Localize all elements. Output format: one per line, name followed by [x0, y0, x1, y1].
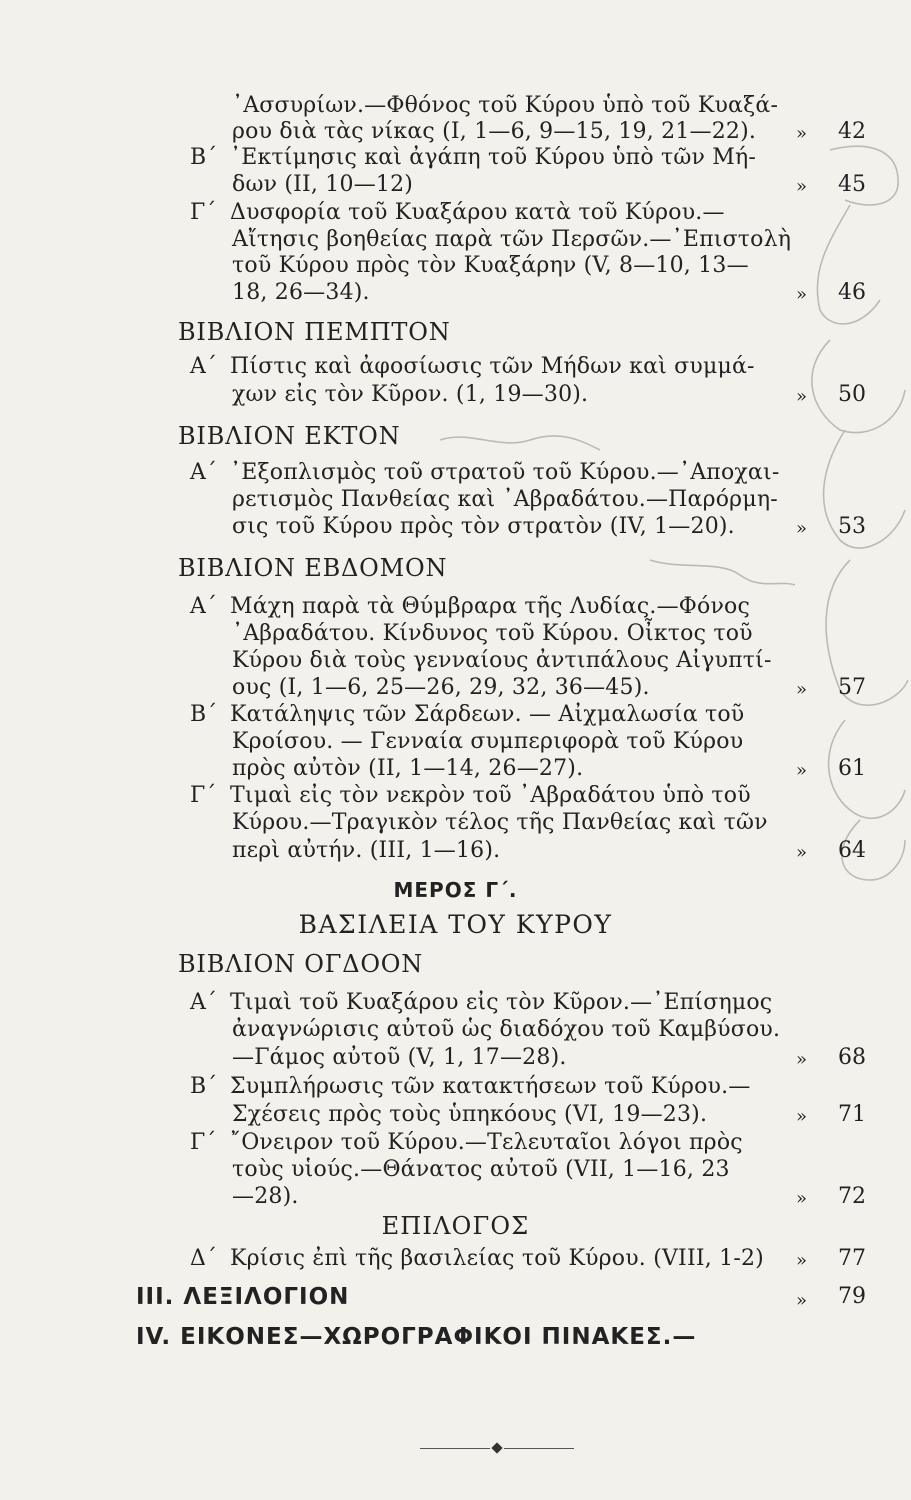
toc-line-18: Κατάληψις τῶν Σάρδεων. — Αἰχμαλωσία τοῦ	[230, 702, 745, 727]
page-number: 79	[838, 1284, 866, 1309]
ditto-mark: »	[796, 284, 808, 305]
ditto-mark: »	[796, 679, 808, 700]
ditto-mark: »	[796, 1250, 808, 1271]
toc-line-16: Κύρου διὰ τοὺς γενναίους ἀντιπάλους Αἰγυπτί-	[232, 648, 772, 673]
toc-line-31: —28).	[232, 1184, 299, 1209]
page-number: 72	[838, 1184, 866, 1209]
page-number: 50	[838, 382, 866, 407]
page-number: 57	[838, 675, 866, 700]
book-heading: ΒΙΒΛΙΟΝ ΟΓΔΟΟΝ	[178, 950, 424, 978]
item-label: Γ΄	[190, 783, 217, 808]
toc-line-14: Μάχη παρὰ τὰ Θύμβραρα τῆς Λυδίας.—Φόνος	[230, 594, 750, 619]
page-number: 64	[838, 838, 866, 863]
toc-line-22: Κύρου.—Τραγικὸν τέλος τῆς Πανθείας καὶ τῶν	[232, 810, 768, 835]
toc-line-26: —Γάμος αὐτοῦ (V, 1, 17—28).	[232, 1045, 567, 1070]
page-number: 77	[838, 1246, 866, 1271]
ornament-rule-left	[420, 1448, 490, 1449]
ditto-mark: »	[796, 386, 808, 407]
book-heading: ΒΙΒΛΙΟΝ ΕΚΤΟΝ	[178, 422, 401, 450]
toc-line-12: ρετισμὸς Πανθείας καὶ ᾿Αβραδάτου.—Παρόρμη-	[232, 487, 778, 512]
item-label: Α΄	[190, 990, 217, 1015]
toc-line-7: τοῦ Κύρου πρὸς τὸν Κυαξάρην (V, 8—10, 13—	[232, 253, 749, 278]
part-heading: ΜΕΡΟΣ Γ΄.	[393, 878, 518, 902]
toc-line-2: ρου διὰ τὰς νίκας (Ι, 1—6, 9—15, 19, 21—22).	[232, 119, 757, 144]
ditto-mark: »	[796, 176, 808, 197]
section-heading-maps: IV. ΕΙΚΟΝΕΣ—ΧΩΡΟΓΡΑΦΙΚΟΙ ΠΙΝΑΚΕΣ.—	[136, 1324, 697, 1350]
toc-line-19: Κροίσου. — Γενναία συμπεριφορὰ τοῦ Κύρου	[232, 729, 744, 754]
book-heading: ΒΙΒΛΙΟΝ ΕΒΔΟΜΟΝ	[178, 554, 448, 582]
toc-line-21: Τιμαὶ εἰς τὸν νεκρὸν τοῦ ᾿Αβραδάτου ὑπὸ τοῦ	[230, 783, 751, 808]
page-number: 68	[838, 1045, 866, 1070]
ornament-diamond-icon	[491, 1442, 502, 1453]
page-number: 71	[838, 1102, 866, 1127]
page-number: 46	[838, 280, 866, 305]
page-number: 61	[838, 756, 866, 781]
ditto-mark: »	[796, 760, 808, 781]
toc-line-9: Πίστις καὶ ἀφοσίωσις τῶν Μήδων καὶ συμμά-	[230, 354, 755, 379]
item-label: Γ΄	[190, 200, 217, 225]
toc-line-24: Τιμαὶ τοῦ Κυαξάρου εἰς τὸν Κῦρον.—᾿Επίσημος	[230, 990, 773, 1015]
toc-line-6: Αἴτησις βοηθείας παρὰ τῶν Περσῶν.—᾿Επιστολὴ	[232, 227, 792, 252]
page-number: 42	[838, 119, 866, 144]
page-number: 53	[838, 514, 866, 539]
toc-line-10: χων εἰς τὸν Κῦρον. (1, 19—30).	[232, 382, 589, 407]
kingdom-heading: ΒΑΣΙΛΕΙΑ ΤΟΥ ΚΥΡΟΥ	[298, 910, 613, 939]
toc-line-23: περὶ αὐτήν. (ΙΙΙ, 1—16).	[232, 838, 501, 863]
ditto-mark: »	[796, 1188, 808, 1209]
toc-line-8: 18, 26—34).	[232, 280, 370, 305]
item-label: Β΄	[190, 702, 218, 727]
toc-line-13: σις τοῦ Κύρου πρὸς τὸν στρατὸν (IV, 1—20).	[232, 514, 735, 539]
section-heading-lexicon: ΙΙΙ. ΛΕΞΙΛΟΓΙΟΝ	[136, 1284, 350, 1310]
ditto-mark: »	[796, 1106, 808, 1127]
toc-line-29: ῎Ονειρον τοῦ Κύρου.—Τελευταῖοι λόγοι πρὸς	[230, 1130, 743, 1155]
toc-line-28: Σχέσεις πρὸς τοὺς ὑπηκόους (VI, 19—23).	[232, 1102, 708, 1127]
ditto-mark: »	[796, 518, 808, 539]
page-number: 45	[838, 172, 866, 197]
toc-line-32: Κρίσις ἐπὶ τῆς βασιλείας τοῦ Κύρου. (VIII, 1-2)	[230, 1246, 764, 1271]
toc-line-5: Δυσφορία τοῦ Κυαξάρου κατὰ τοῦ Κύρου.—	[230, 200, 725, 225]
ornament-rule-right	[504, 1448, 574, 1449]
ditto-mark: »	[796, 123, 808, 144]
item-label: Β΄	[190, 1074, 218, 1099]
ditto-mark: »	[796, 1290, 808, 1311]
book-heading: ΒΙΒΛΙΟΝ ΠΕΜΠΤΟΝ	[178, 318, 451, 346]
toc-line-1: ᾿Ασσυρίων.—Φθόνος τοῦ Κύρου ὑπὸ τοῦ Κυαξά-	[232, 93, 779, 118]
toc-line-25: ἀναγνώρισις αὐτοῦ ὡς διαδόχου τοῦ Καμβύσου.	[232, 1017, 781, 1042]
item-label: Γ΄	[190, 1130, 217, 1155]
item-label: Β΄	[190, 145, 218, 170]
ditto-mark: »	[796, 842, 808, 863]
toc-line-17: ους (Ι, 1—6, 25—26, 29, 32, 36—45).	[232, 675, 650, 700]
toc-line-20: πρὸς αὐτὸν (ΙΙ, 1—14, 26—27).	[232, 756, 584, 781]
item-label: Δ΄	[190, 1246, 217, 1271]
toc-line-4: δων (ΙΙ, 10—12)	[232, 172, 414, 197]
toc-line-11: ᾿Εξοπλισμὸς τοῦ στρατοῦ τοῦ Κύρου.—᾿Αποχαι-	[230, 460, 780, 485]
toc-line-15: ᾿Αβραδάτου. Κίνδυνος τοῦ Κύρου. Οἶκτος τοῦ	[232, 621, 753, 646]
item-label: Α΄	[190, 594, 217, 619]
epilogue-heading: ΕΠΙΛΟΓΟΣ	[381, 1212, 530, 1240]
toc-line-27: Συμπλήρωσις τῶν κατακτήσεων τοῦ Κύρου.—	[230, 1074, 751, 1099]
toc-line-30: τοὺς υἱούς.—Θάνατος αὐτοῦ (VII, 1—16, 23	[232, 1157, 730, 1182]
toc-line-3: ᾿Εκτίμησις καὶ ἀγάπη τοῦ Κύρου ὑπὸ τῶν Μή-	[230, 145, 756, 170]
item-label: Α΄	[190, 354, 217, 379]
ditto-mark: »	[796, 1049, 808, 1070]
item-label: Α΄	[190, 460, 217, 485]
